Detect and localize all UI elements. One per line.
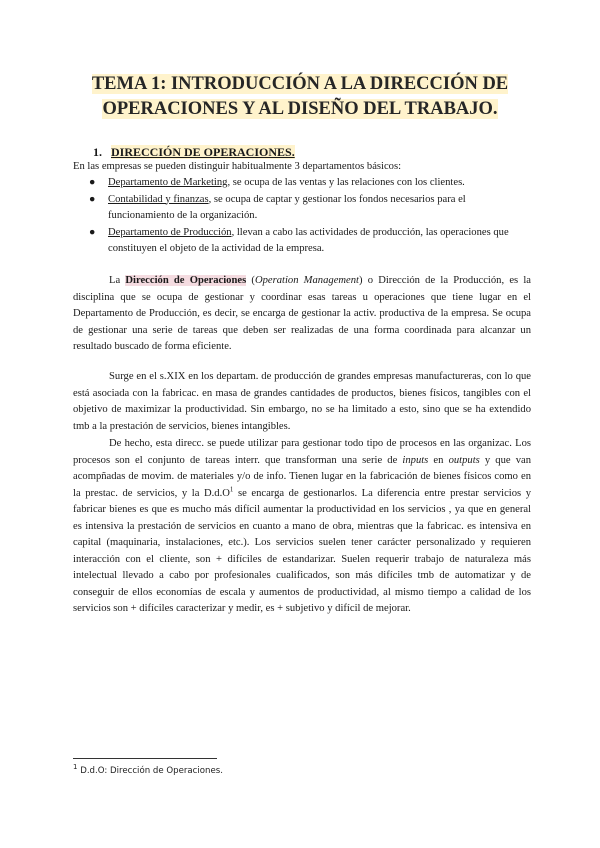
- bullet-icon: ●: [89, 226, 96, 238]
- bullet-term: Contabilidad y finanzas: [108, 193, 209, 205]
- p1-rest: ) o Dirección de la Producción, es la disciplina que se ocupa de gestionar y coordinar esas tareas u operaciones que tiene lugar en el Departamento de Producción, es decir, se encarga de gestionar la activ. productiva de la empresa. Se ocupa de gestionar una serie de tareas que deben ser realizadas de una forma coordinada para alcanzar un resultado buscado de forma eficiente.: [73, 275, 531, 352]
- footnote-divider: [73, 758, 217, 759]
- footnote-text: D.d.O: Dirección de Operaciones.: [77, 766, 223, 776]
- footnote-ref: 1: [229, 484, 234, 493]
- section-heading: [93, 145, 295, 159]
- bullet-icon: ●: [89, 177, 96, 188]
- p3-outputs: outputs: [448, 454, 480, 466]
- section-intro: En las empresas se pueden distinguir habitualmente 3 departamentos básicos:: [73, 161, 402, 172]
- paragraph-processes: [73, 436, 531, 618]
- list-item: [73, 175, 533, 192]
- bullet-text: , llevan a cabo las actividades de producción, las operaciones que constituyen el objeto de la actividad de la empresa.: [108, 226, 509, 254]
- section-heading-text: DIRECCIÓN DE OPERACIONES.: [111, 145, 295, 159]
- departments-list: [73, 175, 533, 258]
- bullet-icon: ●: [89, 193, 96, 205]
- p3-part2: en: [428, 454, 449, 466]
- p3-inputs: inputs: [402, 454, 429, 466]
- list-item: [73, 192, 533, 225]
- footnote-marker: 1: [73, 763, 78, 772]
- bullet-text: , se ocupa de captar y gestionar los fondos necesarios para el funcionamiento de la organización.: [108, 193, 466, 221]
- page-title: [60, 72, 540, 122]
- p3-part4: se encarga de gestionarlos. La diferencia entre prestar servicios y fabricar bienes es que es mucho más difícil aumentar la productividad en los servicios , ya que en general es intensiva la prestación de servicios en cuanto a mano de obra, mientras que la fabricac. es intensiva en capital (maquinaria, instalaciones, etc.). Los servicios suelen tener carácter personalizado y requieren interacción con el cliente, son + difíciles de estandarizar. Suelen requerir trabajo de naturaleza más intelectual llevado a cabo por profesionales cualificados, son más difíciles tmb de automatizar y de conseguir de ellos economías de escala y aumentos de productividad, al mismo tiempo a calidad de los servicios son + difíciles caracterizar y medir, es + subjetivo y difícil de mejorar.: [73, 487, 532, 614]
- paragraph-definition: [73, 273, 531, 356]
- footnote: [73, 765, 223, 777]
- title-line-2: OPERACIONES Y AL DISEÑO DEL TRABAJO.: [102, 99, 498, 119]
- p1-paren: (: [246, 275, 255, 286]
- p2-text: Surge en el s.XIX en los departam. de producción de grandes empresas manufactureras, con lo que está asociada con la fabricac. en masa de grandes cantidades de productos, bienes físicos, tangibles con el objetivo de maximizar la productividad. Sin embargo, no se ha limitado a esto, sino que se ha extendido tmb a la prestación de servicios, bienes intangibles.: [73, 371, 531, 432]
- bullet-text: , se ocupa de las ventas y las relaciones con los clientes.: [227, 177, 465, 188]
- paragraph-origin: [73, 369, 531, 435]
- title-line-1: TEMA 1: INTRODUCCIÓN A LA DIRECCIÓN DE: [91, 74, 509, 94]
- bullet-term: Departamento de Producción: [108, 226, 232, 238]
- p1-term-en: Operation Management: [254, 275, 359, 286]
- p1-lead: La: [109, 275, 126, 286]
- p3-part3: y que van acompñadas de movim. de materiales y/o de info. Tienen lugar en la fabricación de bienes físicos como en la prestac. de servicios, y la D.d.O: [73, 454, 532, 499]
- p1-term: Dirección de Operaciones: [125, 275, 247, 286]
- bullet-term: Departamento de Marketing: [108, 177, 228, 188]
- section-number: 1.: [93, 145, 102, 159]
- p3-part1: De hecho, esta direcc. se puede utilizar para gestionar todo tipo de procesos en las organizac. Los procesos son el conjunto de tareas interr. que transforman una serie de: [73, 438, 531, 466]
- list-item: [73, 225, 533, 258]
